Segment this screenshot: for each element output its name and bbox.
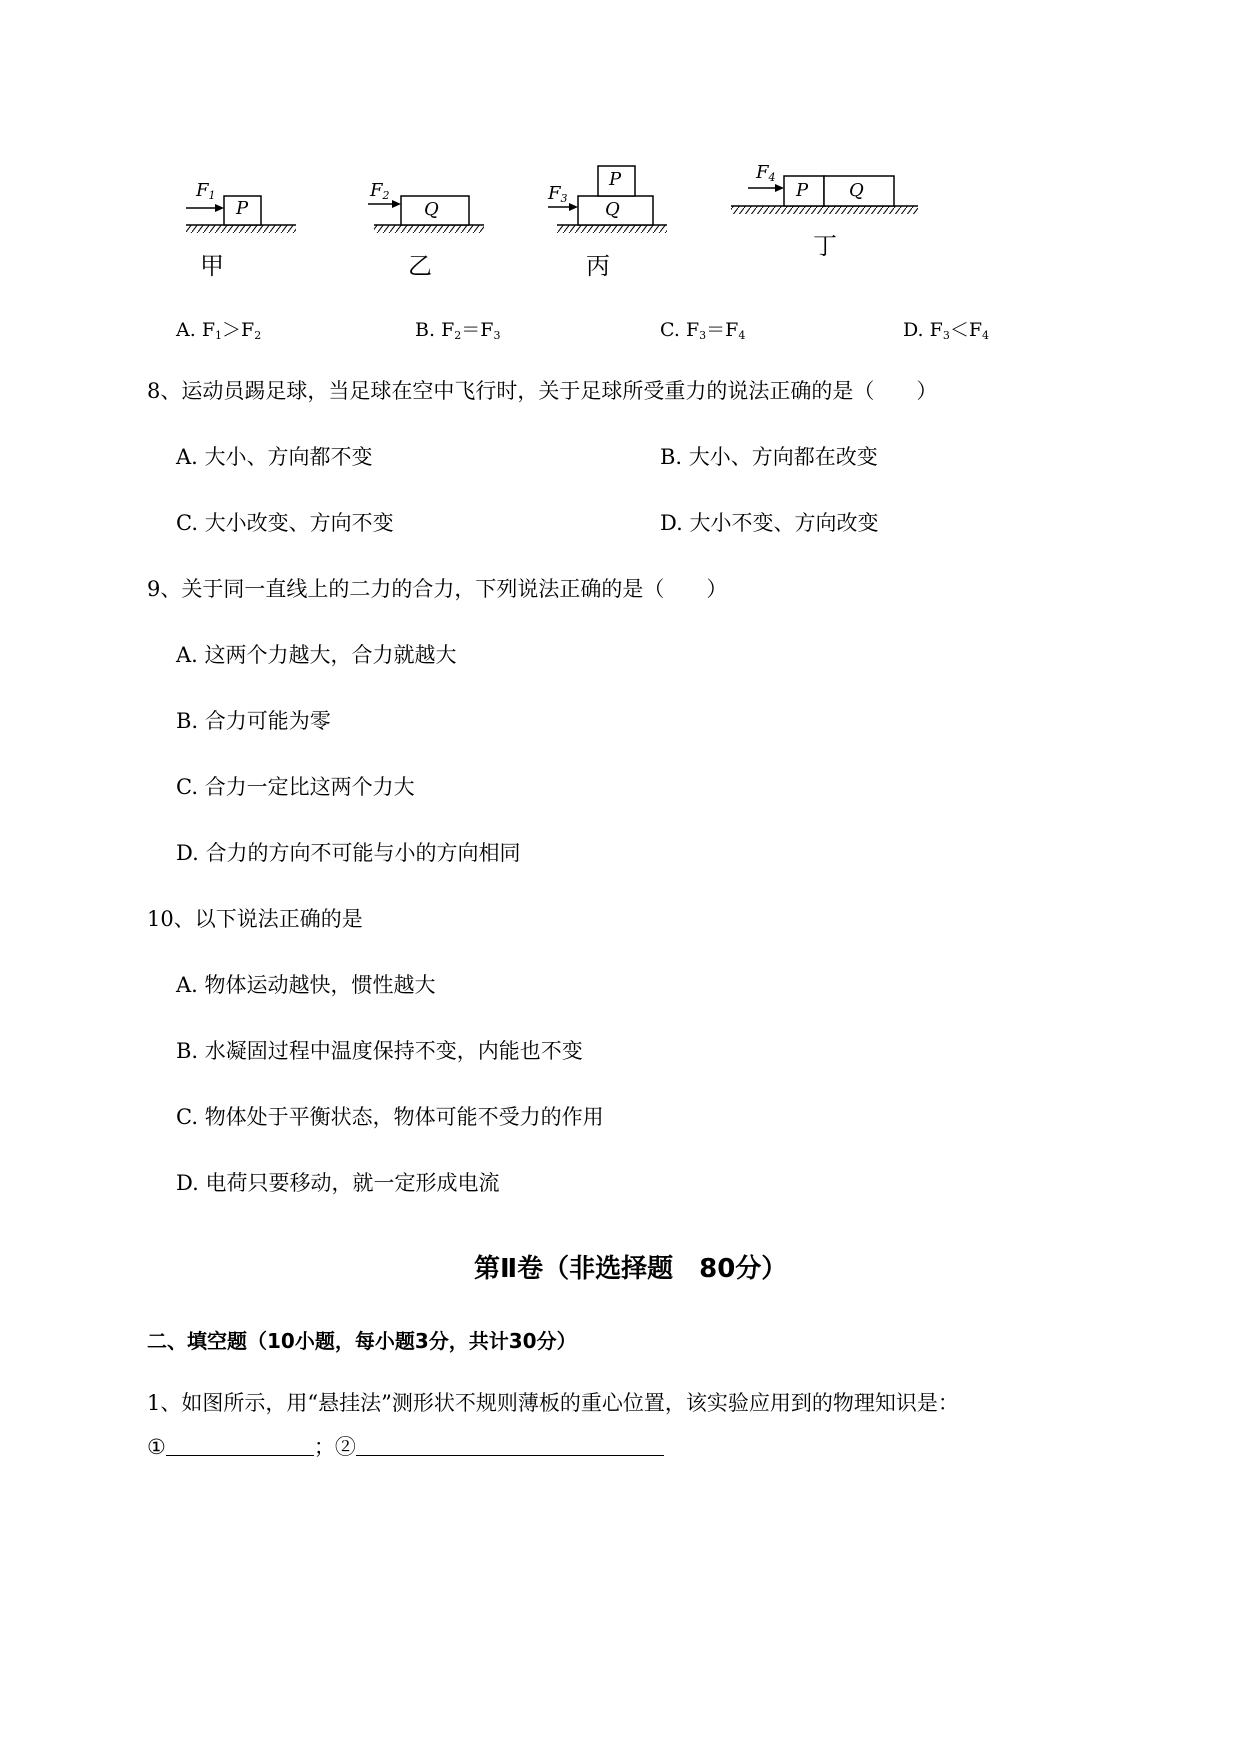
q7-option-d[interactable]: D. $F_3<F_4$ [903,319,990,342]
q9-stem: 9、关于同一直线上的二力的合力，下列说法正确的是（ ） [147,577,728,601]
fill-q1-answers [147,1434,664,1460]
block-label-q-bing: Q [605,199,620,220]
q10-option-b[interactable]: B. 水凝固过程中温度保持不变，内能也不变 [176,1039,583,1063]
answer-blank-2[interactable] [356,1435,664,1456]
section-2-title: 第Ⅱ卷（非选择题 80分） [474,1254,788,1284]
block-label-p-bing: P [609,169,622,190]
q10-option-d[interactable]: D. 电荷只要移动，就一定形成电流 [176,1171,500,1195]
q8-stem: 8、运动员踢足球，当足球在空中飞行时，关于足球所受重力的说法正确的是（ ） [147,379,938,403]
q7-option-a[interactable]: A. $F_1>F_2$ [176,319,262,342]
force-label-f3: $F_3$ [548,183,568,205]
answer-blank-1[interactable] [166,1435,314,1456]
force-label-f4: $F_4$ [756,162,776,184]
q10-option-c[interactable]: C. 物体处于平衡状态，物体可能不受力的作用 [176,1105,604,1129]
force-label-f2: $F_2$ [370,180,390,202]
answer-mark-2: ② [334,1435,356,1459]
block-label-p-jia: P [236,198,249,219]
block-label-p-ding: P [796,180,809,201]
figure-label-bing: 丙 [586,252,610,280]
block-label-q-ding: Q [849,180,864,201]
q10-stem: 10、以下说法正确的是 [147,907,363,931]
q9-option-b[interactable]: B. 合力可能为零 [176,709,331,733]
q10-option-a[interactable]: A. 物体运动越快，惯性越大 [176,973,436,997]
fill-q1-stem: 1、如图所示，用“悬挂法”测形状不规则薄板的重心位置，该实验应用到的物理知识是： [147,1391,959,1415]
fill-in-heading: 二、填空题（10小题，每小题3分，共计30分） [147,1329,577,1353]
q8-option-b[interactable]: B. 大小、方向都在改变 [660,445,878,469]
q8-option-a[interactable]: A. 大小、方向都不变 [176,445,373,469]
q8-option-c[interactable]: C. 大小改变、方向不变 [176,511,394,535]
q7-option-b[interactable]: B. $F_2=F_3$ [415,319,501,342]
force-label-f1: $F_1$ [196,180,216,202]
q7-option-c[interactable]: C. $F_3=F_4$ [660,319,746,342]
block-label-q-yi: Q [424,199,439,220]
figure-label-yi: 乙 [408,252,432,280]
answer-mark-1: ① [147,1435,166,1459]
q9-option-a[interactable]: A. 这两个力越大，合力就越大 [176,643,457,667]
figure-label-ding: 丁 [813,232,837,260]
q9-option-c[interactable]: C. 合力一定比这两个力大 [176,775,415,799]
q8-option-d[interactable]: D. 大小不变、方向改变 [660,511,879,535]
figure-label-jia: 甲 [200,252,224,280]
answer-separator: ； [313,1435,335,1459]
q9-option-d[interactable]: D. 合力的方向不可能与小的方向相同 [176,841,521,865]
